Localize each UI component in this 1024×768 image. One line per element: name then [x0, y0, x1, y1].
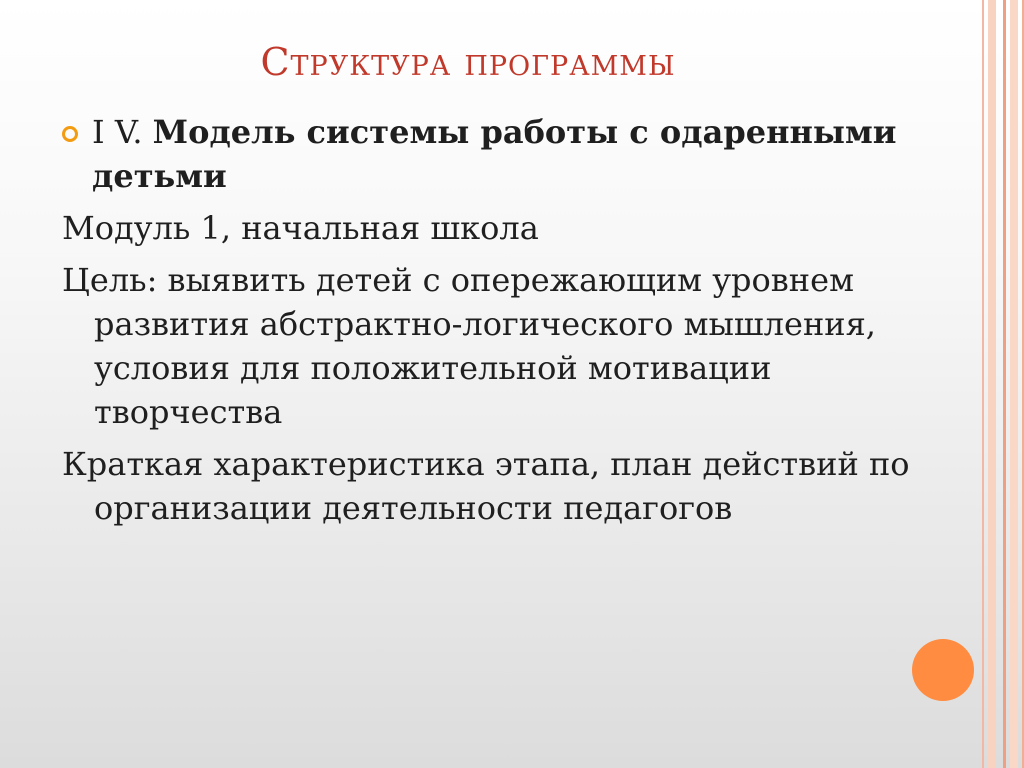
stripe: [1003, 0, 1006, 768]
bullet-circle-icon: [62, 126, 78, 142]
slide-title: Структура программы: [260, 40, 676, 84]
stripe: [1010, 0, 1018, 768]
decorative-stripes: [980, 0, 1024, 768]
slide-content: [62, 110, 942, 538]
text-line: Цель: выявить детей с опережающим уровнем развития абстрактно-логического мышления, условия для положительной мотивации творчества: [62, 261, 876, 431]
text-line: Модуль 1, начальная школа: [62, 209, 539, 247]
text-line: Краткая характеристика этапа, план действий по организации деятельности педагогов: [62, 445, 910, 527]
stripe: [988, 0, 996, 768]
stripe: [982, 0, 984, 768]
bullet-bold-text: Модель системы работы с одаренными детьми: [92, 113, 897, 195]
decorative-circle: [912, 639, 974, 701]
bullet-item: [62, 110, 942, 198]
bullet-prefix: I V.: [92, 113, 153, 151]
